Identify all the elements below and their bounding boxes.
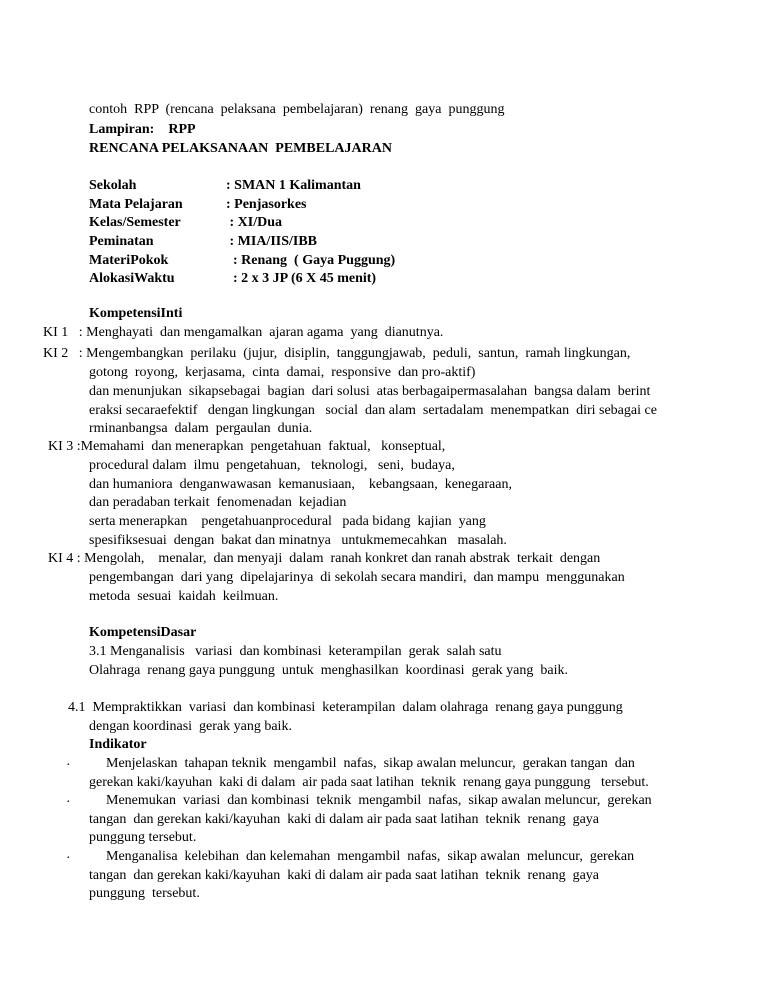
ki2-line: eraksi secaraefektif dengan lingkungan social dan alam sertadalam menempatkan diri sebagai ce	[89, 403, 657, 418]
identity-label: Kelas/Semester	[89, 215, 181, 230]
ki-heading: KompetensiInti	[89, 306, 183, 321]
ki1-text: KI 1 : Menghayati dan mengamalkan ajaran agama yang dianutnya.	[43, 325, 444, 340]
ki3-line: procedural dalam ilmu pengetahuan, teknologi, seni, budaya,	[89, 458, 455, 473]
ki3-line: dan humaniora denganwawasan kemanusiaan, kebangsaan, kenegaraan,	[89, 477, 512, 492]
kd41-line: dengan koordinasi gerak yang baik.	[89, 719, 292, 734]
document-title-line: contoh RPP (rencana pelaksana pembelajaran) renang gaya punggung	[89, 102, 505, 117]
indikator-item-line: punggung tersebut.	[89, 886, 200, 901]
ki3-line: serta menerapkan pengetahuanprocedural pada bidang kajian yang	[89, 514, 486, 529]
lampiran-label: Lampiran: RPP	[89, 122, 196, 137]
identity-row-mapel	[89, 196, 307, 214]
indikator-item-line: tangan dan gerekan kaki/kayuhan kaki di dalam air pada saat latihan teknik renang gaya	[89, 812, 600, 827]
ki2-line: rminanbangsa dalam pergaulan dunia.	[89, 421, 313, 436]
ki2-line: gotong royong, kerjasama, cinta damai, responsive dan pro-aktif)	[89, 365, 476, 380]
indikator-item-line: Menjelaskan tahapan teknik mengambil nafas, sikap awalan meluncur, gerakan tangan dan	[106, 756, 635, 771]
ki3-line: spesifiksesuai dengan bakat dan minatnya untukmemecahkan masalah.	[89, 533, 507, 548]
identity-label: AlokasiWaktu	[89, 271, 175, 286]
ki2-line: dan menunjukan sikapsebagai bagian dari solusi atas berbagaipermasalahan bangsa dalam berint	[89, 384, 651, 399]
identity-row-peminatan	[89, 233, 317, 251]
identity-value: : 2 x 3 JP (6 X 45 menit)	[226, 271, 377, 286]
indikator-item-line: Menemukan variasi dan kombinasi teknik mengambil nafas, sikap awalan meluncur, gerekan	[106, 793, 652, 808]
identity-label: Sekolah	[89, 178, 137, 193]
kd41-line: 4.1 Mempraktikkan variasi dan kombinasi keterampilan dalam olahraga renang gaya punggung	[68, 700, 623, 715]
identity-row-alokasi	[89, 270, 376, 288]
ki3-line: KI 3 :Memahami dan menerapkan pengetahuan faktual, konseptual,	[48, 439, 446, 454]
indikator-item-line: Menganalisa kelebihan dan kelemahan mengambil nafas, sikap awalan meluncur, gerekan	[106, 849, 635, 864]
identity-row-materi	[89, 252, 395, 270]
identity-label: Mata Pelajaran	[89, 197, 183, 212]
identity-value: : XI/Dua	[226, 215, 283, 230]
kd-heading: KompetensiDasar	[89, 625, 197, 640]
kd31-line: 3.1 Menganalisis variasi dan kombinasi keterampilan gerak salah satu	[89, 644, 502, 659]
bullet-icon: ·	[66, 851, 71, 866]
ki4-line: pengembangan dari yang dipelajarinya di sekolah secara mandiri, dan mampu menggunakan	[89, 570, 625, 585]
indikator-item-line: punggung tersebut.	[89, 830, 197, 845]
identity-row-kelas	[89, 214, 282, 232]
bullet-icon: ·	[66, 795, 71, 810]
bullet-icon: ·	[66, 758, 71, 773]
kd31-line: Olahraga renang gaya punggung untuk menghasilkan koordinasi gerak yang baik.	[89, 663, 568, 678]
indikator-heading: Indikator	[89, 737, 147, 752]
identity-label: Peminatan	[89, 234, 154, 249]
main-heading: RENCANA PELAKSANAAN PEMBELAJARAN	[89, 141, 392, 156]
ki2-line: KI 2 : Mengembangkan perilaku (jujur, disiplin, tanggungjawab, peduli, santun, ramah lingkungan,	[43, 346, 631, 361]
ki3-line: dan peradaban terkait fenomenadan kejadian	[89, 495, 347, 510]
indikator-item-line: tangan dan gerekan kaki/kayuhan kaki di dalam air pada saat latihan teknik renang gaya	[89, 868, 600, 883]
identity-value: : MIA/IIS/IBB	[226, 234, 318, 249]
ki4-line: KI 4 : Mengolah, menalar, dan menyaji dalam ranah konkret dan ranah abstrak terkait dengan	[48, 551, 601, 566]
identity-row-sekolah	[89, 177, 361, 195]
identity-value: : Penjasorkes	[226, 197, 307, 212]
ki4-line: metoda sesuai kaidah keilmuan.	[89, 589, 279, 604]
identity-label: MateriPokok	[89, 253, 169, 268]
identity-value: : Renang ( Gaya Puggung)	[226, 253, 396, 268]
identity-value: : SMAN 1 Kalimantan	[226, 178, 361, 193]
indikator-item-line: gerekan kaki/kayuhan kaki di dalam air pada saat latihan teknik renang gaya punggung tersebut.	[89, 775, 649, 790]
